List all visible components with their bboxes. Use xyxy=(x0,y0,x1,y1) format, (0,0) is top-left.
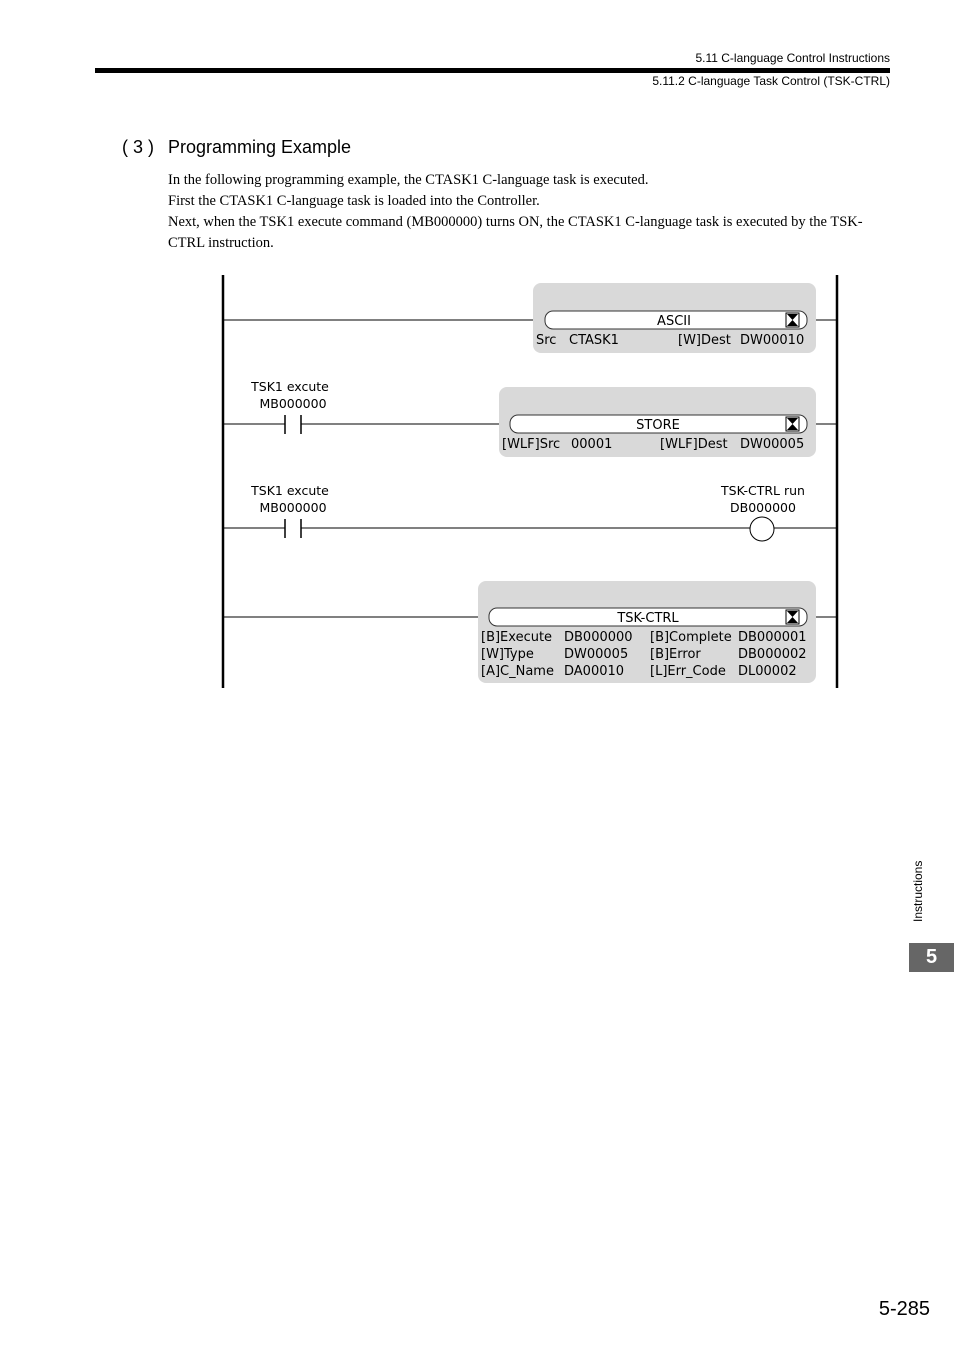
ascii-dest-value: DW00010 xyxy=(740,333,805,348)
tskctrl-name: TSK-CTRL xyxy=(617,611,679,626)
rung-2 xyxy=(223,379,837,457)
ladder-diagram xyxy=(180,270,860,695)
tskctrl-type-value: DW00005 xyxy=(564,647,629,662)
tskctrl-type-label: [W]Type xyxy=(481,647,534,662)
store-name: STORE xyxy=(636,418,680,433)
tskctrl-cname-value: DA00010 xyxy=(564,664,625,679)
store-src-value: 00001 xyxy=(571,437,613,452)
rung-3 xyxy=(223,483,837,541)
tskctrl-complete-label: [B]Complete xyxy=(650,630,732,645)
header-section: 5.11 C-language Control Instructions xyxy=(695,51,890,65)
hourglass-icon xyxy=(786,313,799,327)
tskctrl-errcode-value: DL00002 xyxy=(738,664,797,679)
hourglass-icon xyxy=(786,610,799,624)
tskctrl-block[interactable] xyxy=(478,581,816,683)
ascii-src-value: CTASK1 xyxy=(569,333,619,348)
tskctrl-error-value: DB000002 xyxy=(738,647,807,662)
rung2-no-contact[interactable] xyxy=(285,415,301,434)
coil-label: TSK-CTRL run xyxy=(721,483,805,498)
body-line-1: In the following programming example, the CTASK1 C-language task is executed. xyxy=(168,172,649,188)
section-title-text: Programming Example xyxy=(168,137,352,157)
ascii-dest-label: [W]Dest xyxy=(678,333,731,348)
tskctrl-execute-value: DB000000 xyxy=(564,630,633,645)
body-text xyxy=(168,170,868,254)
ascii-src-label: Src xyxy=(536,333,557,348)
page-number: 5-285 xyxy=(878,1298,930,1320)
hourglass-icon xyxy=(786,417,799,431)
ascii-block[interactable] xyxy=(533,283,816,353)
body-line-3: Next, when the TSK1 execute command (MB000000) turns ON, the CTASK1 C-language task is executed by the TSK-CTRL instruction. xyxy=(168,214,863,251)
section-title xyxy=(122,137,351,158)
store-dest-label: [WLF]Dest xyxy=(660,437,728,452)
chapter-tab: 5 xyxy=(909,943,954,972)
rung2-contact-address: MB000000 xyxy=(259,396,327,411)
body-line-2: First the CTASK1 C-language task is loaded into the Controller. xyxy=(168,193,540,209)
store-block[interactable] xyxy=(499,387,816,457)
header-rule xyxy=(95,68,890,73)
rung3-contact-address: MB000000 xyxy=(259,500,327,515)
rung3-no-contact[interactable] xyxy=(285,519,301,538)
store-dest-value: DW00005 xyxy=(740,437,805,452)
sidebar-label: Instructions xyxy=(911,860,925,922)
rung3-contact-label: TSK1 excute xyxy=(251,483,329,498)
tskctrl-complete-value: DB000001 xyxy=(738,630,807,645)
coil-address: DB000000 xyxy=(730,500,796,515)
tskctrl-error-label: [B]Error xyxy=(650,647,701,662)
rung-1 xyxy=(223,283,837,353)
header-subsection: 5.11.2 C-language Task Control (TSK-CTRL) xyxy=(652,74,890,88)
store-src-label: [WLF]Src xyxy=(502,437,561,452)
rung-4 xyxy=(223,581,837,683)
tskctrl-execute-label: [B]Execute xyxy=(481,630,553,645)
tskctrl-cname-label: [A]C_Name xyxy=(481,664,554,679)
output-coil[interactable] xyxy=(750,517,774,541)
section-number: ( 3 ) xyxy=(122,137,155,157)
ascii-name: ASCII xyxy=(657,314,691,329)
tskctrl-errcode-label: [L]Err_Code xyxy=(650,664,726,679)
rung2-contact-label: TSK1 excute xyxy=(251,379,329,394)
